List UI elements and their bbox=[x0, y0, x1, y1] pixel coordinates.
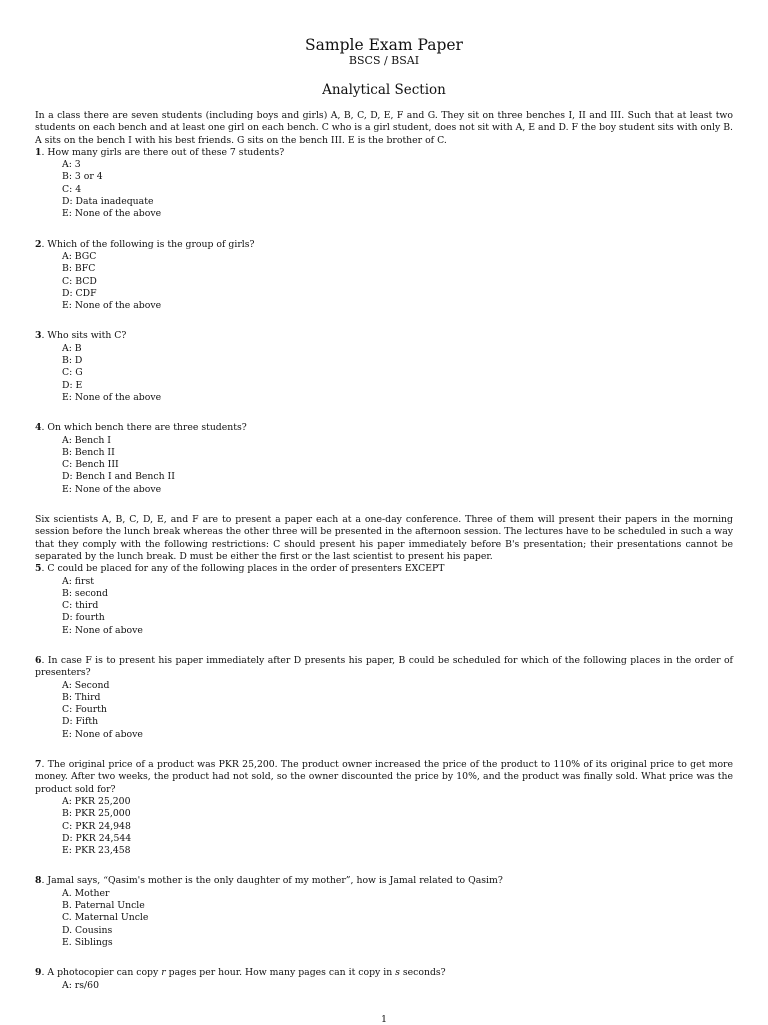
options-list bbox=[35, 435, 733, 496]
option: C: G bbox=[62, 367, 83, 379]
question-number: 6 bbox=[35, 654, 42, 666]
options-list bbox=[35, 888, 733, 949]
option: C: BCD bbox=[62, 275, 97, 287]
question-number: 1 bbox=[35, 146, 42, 158]
question-6 bbox=[35, 655, 733, 680]
question-text: seconds? bbox=[399, 967, 446, 979]
math-variable: s bbox=[395, 967, 400, 979]
option: A. Mother bbox=[62, 887, 110, 899]
question-text: pages per hour. How many pages can it copy in bbox=[165, 967, 396, 979]
option: E: None of the above bbox=[62, 300, 162, 312]
question-text: . C could be placed for any of the following places in the order of presenters EXCEPT bbox=[41, 563, 445, 575]
options-list bbox=[35, 796, 733, 857]
option: A: BGC bbox=[62, 250, 97, 262]
page-title: Sample Exam Paper bbox=[305, 36, 463, 54]
question-5 bbox=[35, 563, 733, 575]
option: A: rs/60 bbox=[62, 979, 99, 991]
question-number: 2 bbox=[35, 238, 42, 250]
question-number: 3 bbox=[35, 330, 42, 342]
option: C. Maternal Uncle bbox=[62, 912, 149, 924]
passage-seating: In a class there are seven students (including boys and girls) A, B, C, D, E, F and G. They sit on three benches I, II and III. Such that at least two students on each bench and at least one girl on each bench. C who is a girl student, does not sit with A, E and D. F the boy student sits with only B. A sits on the bench I with his best friends. G sits on the bench III. E is the brother of C. bbox=[35, 110, 733, 146]
option: C: third bbox=[62, 600, 99, 612]
options-list bbox=[35, 680, 733, 741]
option: D: Fifth bbox=[62, 716, 99, 728]
page-subtitle: BSCS / BSAI bbox=[348, 54, 420, 67]
option: A: PKR 25,200 bbox=[62, 795, 131, 807]
question-4 bbox=[35, 422, 733, 434]
option: A: Second bbox=[62, 679, 110, 691]
options-list bbox=[35, 576, 733, 637]
question-text: . Who sits with C? bbox=[41, 330, 127, 342]
options-list bbox=[35, 159, 733, 220]
question-2 bbox=[35, 239, 733, 251]
option: A: B bbox=[62, 342, 82, 354]
option: D. Cousins bbox=[62, 924, 113, 936]
option: D: CDF bbox=[62, 287, 97, 299]
question-number: 7 bbox=[35, 759, 42, 771]
question-9 bbox=[35, 967, 733, 979]
question-text: . In case F is to present his paper immediately after D presents his paper, B could be scheduled for which of the following places in the order of presenters? bbox=[35, 654, 733, 679]
option: C: PKR 24,948 bbox=[62, 820, 131, 832]
passage-conference: Six scientists A, B, C, D, E, and F are to present a paper each at a one-day conference. Three of them will present their papers in the morning session before the lunch break whereas the other three will be presented in the afternoon session. The lectures have to be scheduled in such a way that they comply with the following restrictions: C should present his paper immediately before B's presentation; their presentations cannot be separated by the lunch break. D must be either the first or the last scientist to present his paper. bbox=[35, 514, 733, 562]
option: A: Bench I bbox=[62, 434, 111, 446]
options-list bbox=[35, 343, 733, 404]
option: B. Paternal Uncle bbox=[62, 900, 145, 912]
question-text: . The original price of a product was PKR 25,200. The product owner increased the price of the product to 110% of its original price to get more money. After two weeks, the product had not sold, so the owner discounted the price by 10%, and the product was finally sold. What price was the product sold for? bbox=[35, 759, 733, 795]
option: C: Fourth bbox=[62, 704, 107, 716]
option: C: Bench III bbox=[62, 459, 119, 471]
option: D: fourth bbox=[62, 612, 105, 624]
question-8 bbox=[35, 875, 733, 887]
math-variable: r bbox=[161, 967, 166, 979]
option: E: None of above bbox=[62, 624, 143, 636]
exam-page bbox=[35, 36, 733, 992]
page-number: 1 bbox=[380, 1014, 388, 1025]
option: B: 3 or 4 bbox=[62, 171, 103, 183]
option: D: E bbox=[62, 379, 83, 391]
option: D: PKR 24,544 bbox=[62, 832, 132, 844]
option: B: D bbox=[62, 355, 83, 367]
question-text: . Jamal says, “Qasim's mother is the only daughter of my mother”, how is Jamal related to Qasim? bbox=[41, 875, 503, 887]
option: A: 3 bbox=[62, 159, 81, 171]
option: B: second bbox=[62, 587, 108, 599]
option: B: Third bbox=[62, 691, 101, 703]
question-text: . A photocopier can copy bbox=[41, 967, 162, 979]
option: E: None of above bbox=[62, 728, 143, 740]
question-text: . Which of the following is the group of girls? bbox=[41, 238, 255, 250]
question-text: . How many girls are there out of these 7 students? bbox=[41, 146, 285, 158]
option: E: PKR 23,458 bbox=[62, 845, 131, 857]
question-number: 9 bbox=[35, 967, 42, 979]
question-7 bbox=[35, 759, 733, 796]
option: C: 4 bbox=[62, 183, 82, 195]
option: B: BFC bbox=[62, 263, 96, 275]
question-3 bbox=[35, 330, 733, 342]
option: B: PKR 25,000 bbox=[62, 808, 131, 820]
question-1 bbox=[35, 147, 733, 159]
option: D: Bench I and Bench II bbox=[62, 471, 175, 483]
option: E. Siblings bbox=[62, 936, 113, 948]
question-number: 5 bbox=[35, 563, 42, 575]
question-number: 8 bbox=[35, 875, 42, 887]
option: E: None of the above bbox=[62, 208, 162, 220]
option: E: None of the above bbox=[62, 391, 162, 403]
option: E: None of the above bbox=[62, 483, 162, 495]
options-list bbox=[35, 251, 733, 312]
option: A: first bbox=[62, 575, 94, 587]
option: D: Data inadequate bbox=[62, 196, 154, 208]
question-text: . On which bench there are three students? bbox=[41, 422, 247, 434]
question-number: 4 bbox=[35, 422, 42, 434]
options-list bbox=[35, 980, 733, 992]
section-heading: Analytical Section bbox=[322, 82, 446, 98]
option: B: Bench II bbox=[62, 446, 115, 458]
